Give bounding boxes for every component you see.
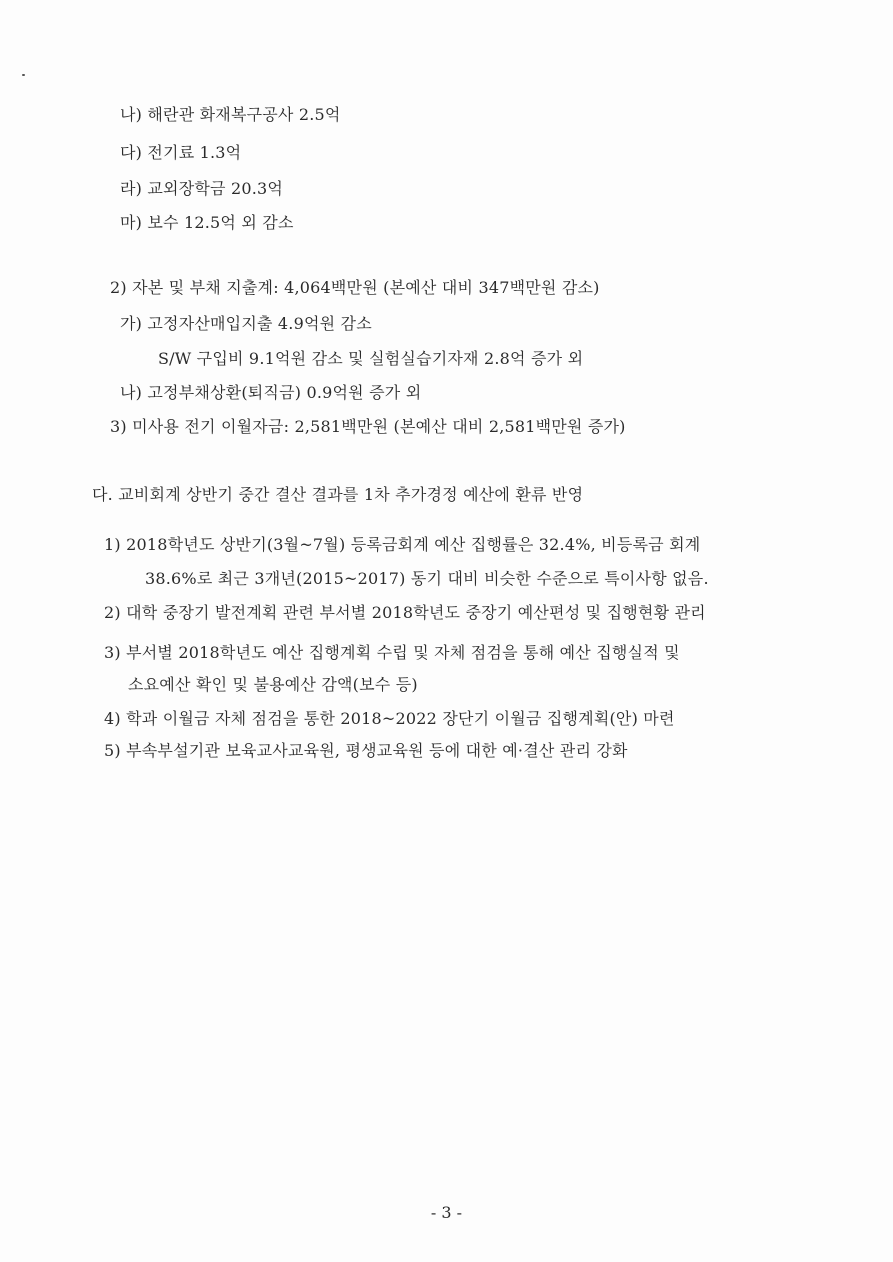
list-item-na-fire-restoration: 나) 해란관 화재복구공사 2.5억	[120, 105, 341, 124]
list-item-3-department-plan: 3) 부서별 2018학년도 예산 집행계획 수립 및 자체 점검을 통해 예산 집행실적 및	[104, 643, 680, 662]
list-item-ma-salary: 마) 보수 12.5억 외 감소	[120, 213, 294, 232]
capital-heading: 2) 자본 및 부채 지출계: 4,064백만원 (본예산 대비 347백만원 감소)	[110, 278, 600, 297]
fixed-assets-detail: S/W 구입비 9.1억원 감소 및 실험실습기자재 2.8억 증가 외	[158, 349, 584, 368]
list-item-4-carryover-plan: 4) 학과 이월금 자체 점검을 통한 2018~2022 장단기 이월금 집행계획(안) 마련	[104, 709, 675, 728]
list-item-ga-fixed-assets: 가) 고정자산매입지출 4.9억원 감소	[120, 314, 372, 333]
list-item-2-midterm-plan: 2) 대학 중장기 발전계획 관련 부서별 2018학년도 중장기 예산편성 및 집행현황 관리	[104, 603, 706, 622]
list-item-1-continuation: 38.6%로 최근 3개년(2015~2017) 동기 대비 비슷한 수준으로 특이사항 없음.	[145, 569, 709, 588]
list-item-na-liability-repayment: 나) 고정부채상환(퇴직금) 0.9억원 증가 외	[120, 383, 422, 402]
list-item-da-electricity: 다) 전기료 1.3억	[120, 143, 242, 162]
list-item-ra-scholarship: 라) 교외장학금 20.3억	[120, 179, 284, 198]
list-item-3-continuation: 소요예산 확인 및 불용예산 감액(보수 등)	[128, 675, 418, 694]
list-item-1-execution-rate: 1) 2018학년도 상반기(3월~7월) 등록금회계 예산 집행률은 32.4%, 비등록금 회계	[104, 535, 701, 554]
page-number: - 3 -	[430, 1203, 463, 1222]
unused-carryover-heading: 3) 미사용 전기 이월자금: 2,581백만원 (본예산 대비 2,581백만원 증가)	[110, 417, 626, 436]
list-item-5-affiliated-institutions: 5) 부속부설기관 보육교사교육원, 평생교육원 등에 대한 예·결산 관리 강화	[104, 741, 628, 760]
scan-speck	[22, 74, 25, 76]
section-da-heading: 다. 교비회계 상반기 중간 결산 결과를 1차 추가경정 예산에 환류 반영	[92, 485, 584, 504]
